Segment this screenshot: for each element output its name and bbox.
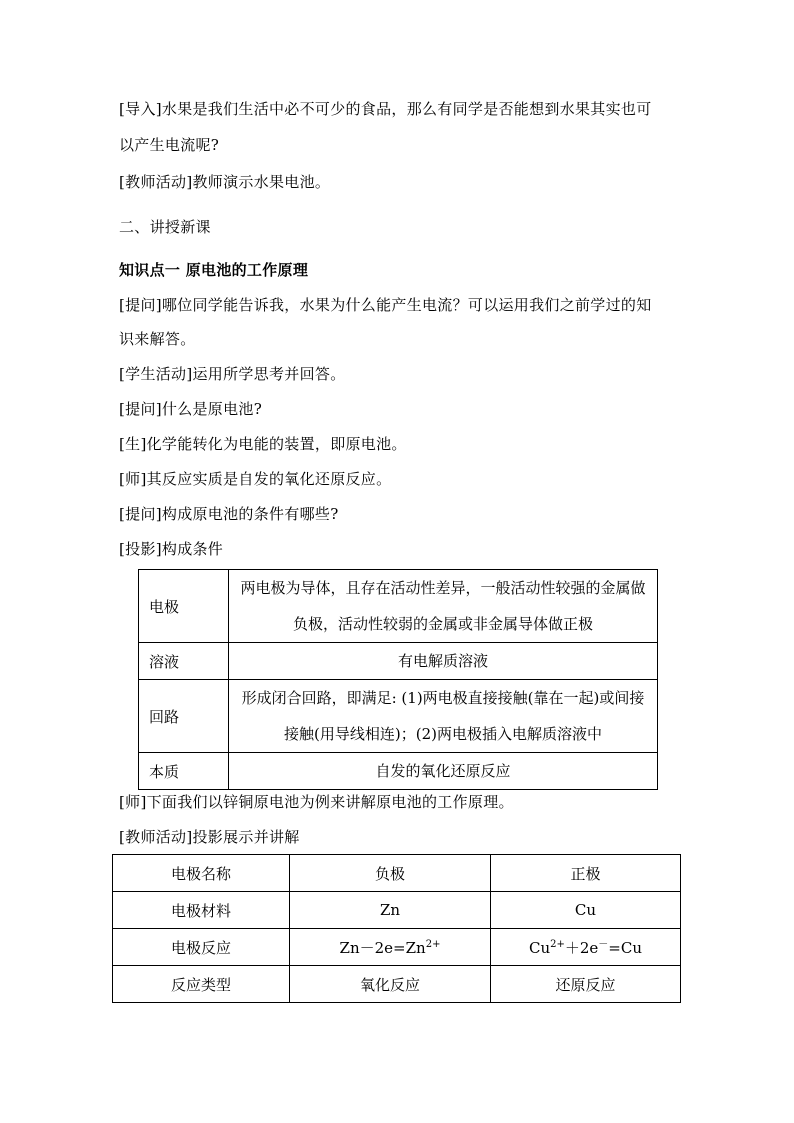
content-line: 两电极为导体，且存在活动性差异，一般活动性较强的金属做 xyxy=(240,579,646,597)
table-row xyxy=(139,680,658,753)
content-line: 负极，活动性较弱的金属或非金属导体做正极 xyxy=(292,615,593,633)
row-head: 溶液 xyxy=(139,643,229,680)
row-content: 有电解质溶液 xyxy=(229,643,658,680)
charge: － xyxy=(598,938,609,950)
cell: 还原反应 xyxy=(491,966,681,1003)
question-1-line-2: 识来解答。 xyxy=(119,330,196,348)
cell: Zn xyxy=(290,892,491,929)
intro-line-2: 以产生电流呢? xyxy=(119,136,220,154)
teacher-show: [教师活动]投影展示并讲解 xyxy=(119,828,300,846)
row-head: 回路 xyxy=(139,680,229,753)
table-row xyxy=(139,753,658,790)
row-content xyxy=(229,680,658,753)
conditions-table xyxy=(138,569,658,790)
question-1-line-1: [提问]哪位同学能告诉我，水果为什么能产生电流？可以运用我们之前学过的知 xyxy=(119,296,652,314)
row-content: 自发的氧化还原反应 xyxy=(229,753,658,790)
header-cell: 正极 xyxy=(491,855,681,892)
row-label: 反应类型 xyxy=(113,966,290,1003)
table-row xyxy=(113,892,681,929)
section-heading: 二、讲授新课 xyxy=(119,218,211,236)
electrode-table xyxy=(112,854,681,1003)
table-row xyxy=(113,929,681,966)
formula-part: ＋2e xyxy=(564,938,599,957)
table-row xyxy=(139,643,658,680)
cell: 氧化反应 xyxy=(290,966,491,1003)
positive-reaction xyxy=(491,929,681,966)
formula-part: =Cu xyxy=(608,938,643,957)
content-line: 接触(用导线相连)；(2)两电极插入电解质溶液中 xyxy=(284,725,602,743)
table-header-row xyxy=(113,855,681,892)
teacher-answer: [师]其反应实质是自发的氧化还原反应。 xyxy=(119,470,392,488)
row-head: 电极 xyxy=(139,570,229,643)
knowledge-heading: 知识点一 原电池的工作原理 xyxy=(119,261,309,279)
header-cell: 电极名称 xyxy=(113,855,290,892)
formula-part: =Zn xyxy=(393,938,426,957)
row-label: 电极材料 xyxy=(113,892,290,929)
formula-part: Cu xyxy=(528,938,551,957)
content-line: 形成闭合回路，即满足: (1)两电极直接接触(靠在一起)或间接 xyxy=(241,689,645,707)
negative-reaction xyxy=(290,929,491,966)
table-row xyxy=(113,966,681,1003)
charge: 2+ xyxy=(550,938,565,950)
student-answer: [生]化学能转化为电能的装置，即原电池。 xyxy=(119,435,407,453)
question-2: [提问]什么是原电池? xyxy=(119,400,263,418)
row-label: 电极反应 xyxy=(113,929,290,966)
table-row xyxy=(139,570,658,643)
projection-label: [投影]构成条件 xyxy=(119,540,224,558)
intro-line-1: [导入]水果是我们生活中必不可少的食品，那么有同学是否能想到水果其实也可 xyxy=(119,100,652,118)
teacher-demo: [教师活动]教师演示水果电池。 xyxy=(119,173,331,191)
teacher-explain: [师]下面我们以锌铜原电池为例来讲解原电池的工作原理。 xyxy=(119,793,514,811)
question-3: [提问]构成原电池的条件有哪些? xyxy=(119,505,339,523)
header-cell: 负极 xyxy=(290,855,491,892)
formula-part: Zn－2e xyxy=(339,938,394,957)
row-content xyxy=(229,570,658,643)
row-head: 本质 xyxy=(139,753,229,790)
cell: Cu xyxy=(491,892,681,929)
charge: 2+ xyxy=(425,938,441,950)
student-activity: [学生活动]运用所学思考并回答。 xyxy=(119,365,346,383)
